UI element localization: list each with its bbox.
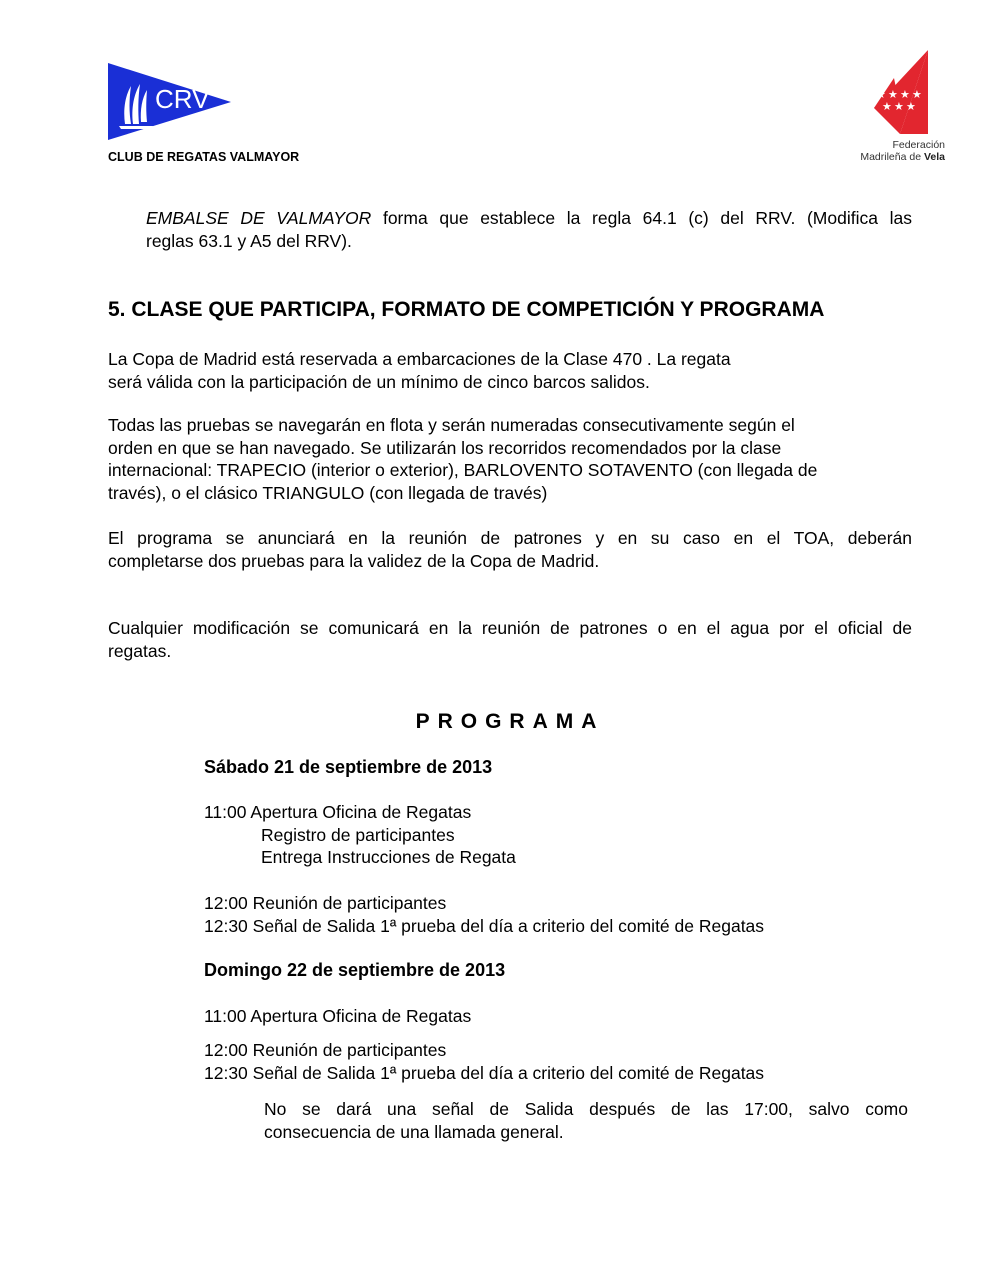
paragraph-2 bbox=[108, 414, 913, 504]
paragraph-3-line2: completarse dos pruebas para la validez de la Copa de Madrid. bbox=[108, 550, 600, 571]
paragraph-1-line1: La Copa de Madrid está reservada a embarcaciones de la Clase 470 . La regata bbox=[108, 349, 731, 369]
paragraph-3 bbox=[108, 527, 912, 572]
day1-item1-sub1: Registro de participantes bbox=[261, 824, 455, 845]
paragraph-4-line1: Cualquier modificación se comunicará en la reunión de patrones o en el agua por el oficial de bbox=[108, 618, 912, 638]
paragraph-1-line2: será válida con la participación de un mínimo de cinco barcos salidos. bbox=[108, 371, 650, 392]
federation-line2b: Vela bbox=[923, 151, 945, 163]
day1-item2: 12:00 Reunión de participantes bbox=[204, 893, 447, 913]
paragraph-3-line1: El programa se anunciará en la reunión de patrones y en su caso en el TOA, deberán bbox=[108, 528, 912, 548]
paragraph-2-line2: orden en que se han navegado. Se utilizarán los recorridos recomendados por la clase bbox=[108, 437, 782, 458]
day1-schedule-2 bbox=[204, 892, 904, 937]
federation-line1: Federación bbox=[892, 139, 945, 151]
club-logo bbox=[107, 62, 233, 142]
svg-text:★: ★ bbox=[912, 88, 922, 101]
federation-line2a: Madrileña de bbox=[860, 151, 922, 163]
svg-text:★: ★ bbox=[906, 100, 916, 113]
svg-text:★: ★ bbox=[900, 88, 910, 101]
programa-title: PROGRAMA bbox=[415, 710, 605, 733]
paragraph-2-line4: través), o el clásico TRIANGULO (con llegada de través) bbox=[108, 482, 548, 503]
paragraph-4 bbox=[108, 617, 912, 662]
day1-item1: 11:00 Apertura Oficina de Regatas bbox=[204, 802, 472, 822]
federation-sail-icon bbox=[870, 48, 934, 138]
intro-line1: forma que establece la regla 64.1 (c) del RRV. (Modifica las bbox=[371, 208, 912, 228]
intro-line2: reglas 63.1 y A5 del RRV). bbox=[146, 230, 352, 251]
paragraph-2-line3: internacional: TRAPECIO (interior o exterior), BARLOVENTO SOTAVENTO (con llegada de bbox=[108, 460, 818, 480]
svg-text:★: ★ bbox=[882, 100, 892, 113]
club-pennant-icon bbox=[107, 62, 233, 142]
svg-text:★: ★ bbox=[888, 88, 898, 101]
paragraph-2-line1: Todas las pruebas se navegarán en flota y serán numeradas consecutivamente según el bbox=[108, 415, 795, 435]
club-name: CLUB DE REGATAS VALMAYOR bbox=[108, 150, 300, 164]
federation-logo bbox=[870, 48, 934, 138]
day2-schedule bbox=[204, 1039, 904, 1084]
day1-item3: 12:30 Señal de Salida 1ª prueba del día a criterio del comité de Regatas bbox=[204, 915, 765, 936]
intro-italic: EMBALSE DE VALMAYOR bbox=[146, 208, 372, 228]
day1-title: Sábado 21 de septiembre de 2013 bbox=[204, 757, 493, 777]
day1-schedule bbox=[204, 801, 904, 869]
intro-paragraph bbox=[146, 207, 912, 252]
day1-item1-sub2: Entrega Instrucciones de Regata bbox=[261, 847, 516, 867]
note-line2: consecuencia de una llamada general. bbox=[264, 1121, 564, 1142]
day2-title: Domingo 22 de septiembre de 2013 bbox=[204, 960, 506, 980]
day2-item3: 12:30 Señal de Salida 1ª prueba del día a criterio del comité de Regatas bbox=[204, 1062, 765, 1083]
club-logo-text: CRV bbox=[155, 84, 210, 114]
federation-name bbox=[835, 139, 945, 163]
paragraph-1 bbox=[108, 348, 913, 393]
programa-note bbox=[264, 1098, 908, 1143]
svg-text:★: ★ bbox=[876, 88, 886, 101]
paragraph-4-line2: regatas. bbox=[108, 640, 172, 661]
svg-text:★: ★ bbox=[894, 100, 904, 113]
day2-item2: 12:00 Reunión de participantes bbox=[204, 1040, 447, 1060]
section-heading: 5. CLASE QUE PARTICIPA, FORMATO DE COMPETICIÓN Y PROGRAMA bbox=[108, 298, 825, 321]
day2-item1: 11:00 Apertura Oficina de Regatas bbox=[204, 1006, 472, 1026]
note-line1: No se dará una señal de Salida después de las 17:00, salvo como bbox=[264, 1099, 908, 1119]
